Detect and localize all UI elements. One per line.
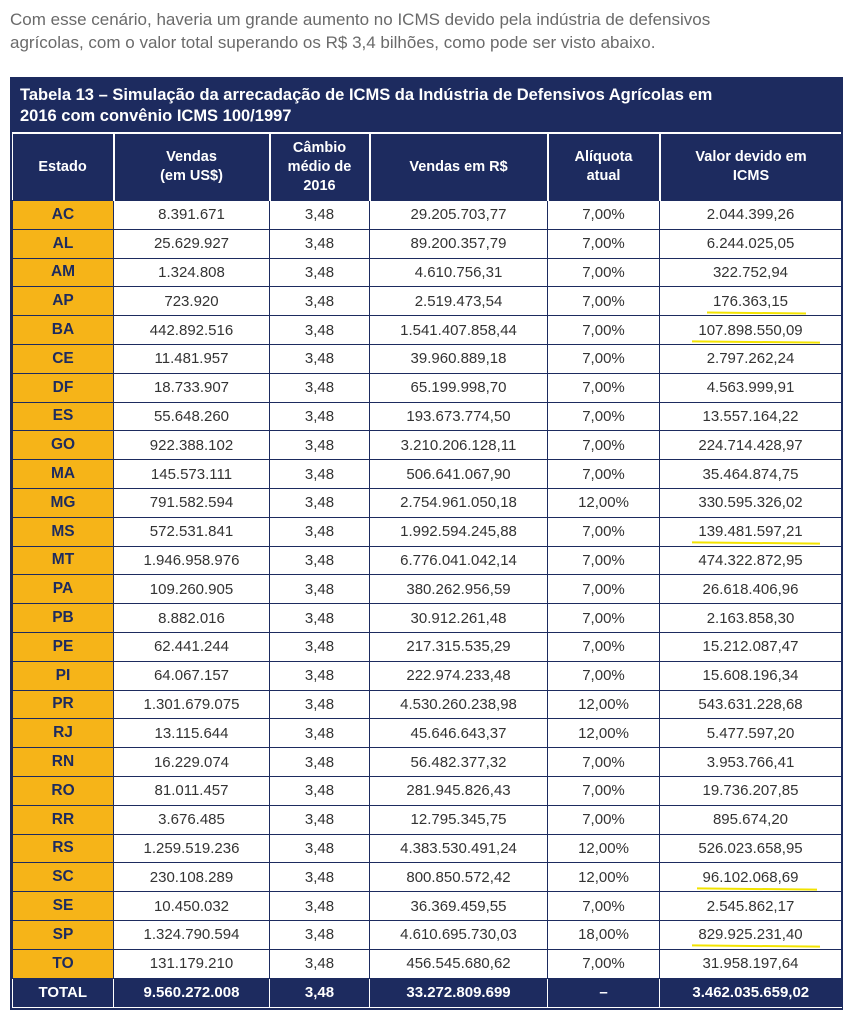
- cell-cambio: 3,48: [270, 805, 370, 834]
- table-row: [13, 344, 842, 373]
- cell-valor-icms: 3.953.766,41: [660, 748, 842, 777]
- cell-cambio: 3,48: [270, 719, 370, 748]
- table-row: [13, 834, 842, 863]
- cell-vendas-usd: 81.011.457: [114, 776, 270, 805]
- cell-estado: MT: [13, 546, 114, 575]
- cell-aliquota: 7,00%: [548, 316, 660, 345]
- table-row: [13, 431, 842, 460]
- cell-cambio: 3,48: [270, 776, 370, 805]
- cell-vendas-brl: 65.199.998,70: [370, 373, 548, 402]
- cell-estado: BA: [13, 316, 114, 345]
- cell-aliquota: 12,00%: [548, 863, 660, 892]
- cell-vendas-brl: 30.912.261,48: [370, 604, 548, 633]
- cell-vendas-brl: 217.315.535,29: [370, 632, 548, 661]
- cell-vendas-usd: 55.648.260: [114, 402, 270, 431]
- cell-valor-icms: 31.958.197,64: [660, 949, 842, 978]
- cell-aliquota: 7,00%: [548, 776, 660, 805]
- cell-vendas-brl: 380.262.956,59: [370, 575, 548, 604]
- cell-valor-icms: 15.212.087,47: [660, 632, 842, 661]
- cell-cambio: 3,48: [270, 229, 370, 258]
- table-row: [13, 546, 842, 575]
- cell-valor-icms: [660, 316, 842, 345]
- highlighted-value: 96.102.068,69: [702, 868, 799, 886]
- cell-aliquota: 7,00%: [548, 546, 660, 575]
- cell-vendas-brl: 1.992.594.245,88: [370, 517, 548, 546]
- cell-vendas-usd: 62.441.244: [114, 632, 270, 661]
- table-row: [13, 920, 842, 949]
- cell-cambio: 3,48: [270, 287, 370, 316]
- cell-aliquota: 7,00%: [548, 229, 660, 258]
- cell-cambio: 3,48: [270, 316, 370, 345]
- caption-line-1: Tabela 13 – Simulação da arrecadação de ICMS da Indústria de Defensivos Agrícolas em: [20, 86, 713, 104]
- cell-estado: RR: [13, 805, 114, 834]
- total-valor-icms: 3.462.035.659,02: [660, 978, 842, 1007]
- cell-vendas-usd: 13.115.644: [114, 719, 270, 748]
- cell-valor-icms: 13.557.164,22: [660, 402, 842, 431]
- table-caption: [12, 79, 841, 134]
- cell-vendas-usd: 11.481.957: [114, 344, 270, 373]
- table-row: [13, 604, 842, 633]
- cell-estado: PA: [13, 575, 114, 604]
- icms-table: [12, 134, 842, 1008]
- table-row: [13, 201, 842, 230]
- table-row: [13, 863, 842, 892]
- cell-estado: SP: [13, 920, 114, 949]
- table-row: [13, 661, 842, 690]
- cell-valor-icms: 2.797.262,24: [660, 344, 842, 373]
- cell-valor-icms: [660, 920, 842, 949]
- highlighted-value: 176.363,15: [712, 292, 789, 310]
- cell-vendas-brl: 800.850.572,42: [370, 863, 548, 892]
- cell-vendas-brl: 4.610.756,31: [370, 258, 548, 287]
- cell-estado: ES: [13, 402, 114, 431]
- cell-vendas-usd: 3.676.485: [114, 805, 270, 834]
- cell-cambio: 3,48: [270, 258, 370, 287]
- cell-aliquota: 7,00%: [548, 258, 660, 287]
- header-valor-icms: Valor devido em ICMS: [660, 134, 842, 201]
- cell-valor-icms: 35.464.874,75: [660, 460, 842, 489]
- cell-valor-icms: 895.674,20: [660, 805, 842, 834]
- table-row: [13, 402, 842, 431]
- cell-vendas-brl: 3.210.206.128,11: [370, 431, 548, 460]
- cell-aliquota: 12,00%: [548, 834, 660, 863]
- cell-estado: PR: [13, 690, 114, 719]
- cell-cambio: 3,48: [270, 748, 370, 777]
- total-cambio: 3,48: [270, 978, 370, 1007]
- table-body: [13, 201, 842, 979]
- cell-vendas-usd: 25.629.927: [114, 229, 270, 258]
- cell-vendas-brl: 222.974.233,48: [370, 661, 548, 690]
- highlighted-value: 829.925.231,40: [698, 926, 803, 944]
- cell-vendas-brl: 2.754.961.050,18: [370, 488, 548, 517]
- cell-aliquota: 12,00%: [548, 719, 660, 748]
- table-row: [13, 892, 842, 921]
- cell-valor-icms: [660, 863, 842, 892]
- cell-estado: AL: [13, 229, 114, 258]
- cell-aliquota: 12,00%: [548, 690, 660, 719]
- cell-vendas-brl: 4.530.260.238,98: [370, 690, 548, 719]
- cell-aliquota: 7,00%: [548, 517, 660, 546]
- cell-vendas-usd: 1.324.808: [114, 258, 270, 287]
- cell-aliquota: 7,00%: [548, 661, 660, 690]
- cell-cambio: 3,48: [270, 460, 370, 489]
- cell-estado: MS: [13, 517, 114, 546]
- cell-vendas-brl: 12.795.345,75: [370, 805, 548, 834]
- cell-aliquota: 7,00%: [548, 805, 660, 834]
- cell-vendas-brl: 39.960.889,18: [370, 344, 548, 373]
- cell-cambio: 3,48: [270, 344, 370, 373]
- highlighted-value: 139.481.597,21: [698, 523, 803, 541]
- cell-cambio: 3,48: [270, 575, 370, 604]
- cell-vendas-usd: 18.733.907: [114, 373, 270, 402]
- table-row: [13, 460, 842, 489]
- cell-cambio: 3,48: [270, 201, 370, 230]
- table-row: [13, 805, 842, 834]
- cell-estado: PE: [13, 632, 114, 661]
- header-aliquota: Alíquota atual: [548, 134, 660, 201]
- cell-estado: RN: [13, 748, 114, 777]
- table-header-row: [13, 134, 842, 201]
- cell-vendas-usd: 442.892.516: [114, 316, 270, 345]
- cell-vendas-brl: 29.205.703,77: [370, 201, 548, 230]
- table-row: [13, 258, 842, 287]
- cell-vendas-usd: 572.531.841: [114, 517, 270, 546]
- cell-vendas-brl: 6.776.041.042,14: [370, 546, 548, 575]
- table-row: [13, 748, 842, 777]
- table-row: [13, 229, 842, 258]
- table-row: [13, 316, 842, 345]
- cell-aliquota: 7,00%: [548, 748, 660, 777]
- header-cambio: Câmbio médio de 2016: [270, 134, 370, 201]
- cell-vendas-brl: 1.541.407.858,44: [370, 316, 548, 345]
- highlighted-value: 107.898.550,09: [698, 321, 803, 339]
- cell-vendas-usd: 145.573.111: [114, 460, 270, 489]
- table-row: [13, 287, 842, 316]
- cell-valor-icms: 2.163.858,30: [660, 604, 842, 633]
- header-vendas-brl: Vendas em R$: [370, 134, 548, 201]
- total-vendas-brl: 33.272.809.699: [370, 978, 548, 1007]
- cell-valor-icms: 19.736.207,85: [660, 776, 842, 805]
- total-label: TOTAL: [13, 978, 114, 1007]
- table-row: [13, 517, 842, 546]
- cell-vendas-brl: 4.610.695.730,03: [370, 920, 548, 949]
- cell-vendas-usd: 723.920: [114, 287, 270, 316]
- cell-vendas-usd: 791.582.594: [114, 488, 270, 517]
- cell-valor-icms: [660, 517, 842, 546]
- cell-vendas-usd: 1.301.679.075: [114, 690, 270, 719]
- cell-cambio: 3,48: [270, 949, 370, 978]
- icms-table-container: [10, 77, 843, 1010]
- cell-cambio: 3,48: [270, 604, 370, 633]
- cell-estado: RS: [13, 834, 114, 863]
- cell-vendas-brl: 45.646.643,37: [370, 719, 548, 748]
- cell-estado: PI: [13, 661, 114, 690]
- cell-valor-icms: 2.044.399,26: [660, 201, 842, 230]
- cell-valor-icms: 474.322.872,95: [660, 546, 842, 575]
- cell-vendas-usd: 131.179.210: [114, 949, 270, 978]
- cell-aliquota: 7,00%: [548, 604, 660, 633]
- cell-vendas-brl: 506.641.067,90: [370, 460, 548, 489]
- cell-estado: MG: [13, 488, 114, 517]
- cell-valor-icms: 15.608.196,34: [660, 661, 842, 690]
- cell-aliquota: 18,00%: [548, 920, 660, 949]
- cell-estado: SE: [13, 892, 114, 921]
- header-estado: Estado: [13, 134, 114, 201]
- cell-vendas-brl: 456.545.680,62: [370, 949, 548, 978]
- cell-aliquota: 7,00%: [548, 402, 660, 431]
- cell-vendas-usd: 16.229.074: [114, 748, 270, 777]
- cell-vendas-usd: 922.388.102: [114, 431, 270, 460]
- cell-valor-icms: 330.595.326,02: [660, 488, 842, 517]
- cell-estado: CE: [13, 344, 114, 373]
- cell-vendas-usd: 1.324.790.594: [114, 920, 270, 949]
- cell-vendas-usd: 10.450.032: [114, 892, 270, 921]
- cell-aliquota: 12,00%: [548, 488, 660, 517]
- table-row: [13, 488, 842, 517]
- cell-vendas-usd: 64.067.157: [114, 661, 270, 690]
- cell-estado: TO: [13, 949, 114, 978]
- intro-line-1: Com esse cenário, haveria um grande aumento no ICMS devido pela indústria de defensivos: [10, 10, 711, 29]
- table-row: [13, 776, 842, 805]
- cell-aliquota: 7,00%: [548, 344, 660, 373]
- cell-valor-icms: 4.563.999,91: [660, 373, 842, 402]
- cell-vendas-usd: 109.260.905: [114, 575, 270, 604]
- table-row: [13, 719, 842, 748]
- cell-estado: DF: [13, 373, 114, 402]
- cell-vendas-brl: 36.369.459,55: [370, 892, 548, 921]
- cell-estado: AP: [13, 287, 114, 316]
- cell-vendas-brl: 89.200.357,79: [370, 229, 548, 258]
- cell-aliquota: 7,00%: [548, 949, 660, 978]
- table-row: [13, 690, 842, 719]
- cell-estado: AC: [13, 201, 114, 230]
- header-vendas-usd: Vendas (em US$): [114, 134, 270, 201]
- total-aliquota: –: [548, 978, 660, 1007]
- cell-cambio: 3,48: [270, 431, 370, 460]
- cell-cambio: 3,48: [270, 517, 370, 546]
- cell-valor-icms: 26.618.406,96: [660, 575, 842, 604]
- cell-estado: SC: [13, 863, 114, 892]
- table-row: [13, 575, 842, 604]
- cell-cambio: 3,48: [270, 546, 370, 575]
- cell-vendas-usd: 230.108.289: [114, 863, 270, 892]
- cell-valor-icms: 6.244.025,05: [660, 229, 842, 258]
- caption-line-2: 2016 com convênio ICMS 100/1997: [20, 107, 292, 125]
- cell-cambio: 3,48: [270, 488, 370, 517]
- cell-aliquota: 7,00%: [548, 575, 660, 604]
- cell-aliquota: 7,00%: [548, 460, 660, 489]
- cell-aliquota: 7,00%: [548, 431, 660, 460]
- cell-cambio: 3,48: [270, 373, 370, 402]
- cell-vendas-brl: 193.673.774,50: [370, 402, 548, 431]
- cell-valor-icms: 5.477.597,20: [660, 719, 842, 748]
- cell-aliquota: 7,00%: [548, 287, 660, 316]
- intro-line-2: agrícolas, com o valor total superando os R$ 3,4 bilhões, como pode ser visto abaixo.: [10, 33, 656, 52]
- cell-aliquota: 7,00%: [548, 201, 660, 230]
- cell-vendas-brl: 281.945.826,43: [370, 776, 548, 805]
- cell-aliquota: 7,00%: [548, 892, 660, 921]
- cell-cambio: 3,48: [270, 834, 370, 863]
- cell-valor-icms: 543.631.228,68: [660, 690, 842, 719]
- cell-estado: PB: [13, 604, 114, 633]
- cell-vendas-brl: 4.383.530.491,24: [370, 834, 548, 863]
- table-total-row: [13, 978, 842, 1007]
- cell-aliquota: 7,00%: [548, 632, 660, 661]
- cell-vendas-brl: 2.519.473,54: [370, 287, 548, 316]
- cell-cambio: 3,48: [270, 632, 370, 661]
- cell-vendas-usd: 1.946.958.976: [114, 546, 270, 575]
- cell-valor-icms: 2.545.862,17: [660, 892, 842, 921]
- cell-aliquota: 7,00%: [548, 373, 660, 402]
- cell-valor-icms: 224.714.428,97: [660, 431, 842, 460]
- cell-estado: RJ: [13, 719, 114, 748]
- cell-estado: RO: [13, 776, 114, 805]
- cell-cambio: 3,48: [270, 892, 370, 921]
- cell-cambio: 3,48: [270, 402, 370, 431]
- table-row: [13, 373, 842, 402]
- cell-estado: GO: [13, 431, 114, 460]
- table-row: [13, 632, 842, 661]
- cell-valor-icms: 526.023.658,95: [660, 834, 842, 863]
- cell-valor-icms: [660, 287, 842, 316]
- cell-cambio: 3,48: [270, 920, 370, 949]
- cell-cambio: 3,48: [270, 863, 370, 892]
- cell-estado: MA: [13, 460, 114, 489]
- table-row: [13, 949, 842, 978]
- cell-estado: AM: [13, 258, 114, 287]
- cell-vendas-brl: 56.482.377,32: [370, 748, 548, 777]
- cell-cambio: 3,48: [270, 690, 370, 719]
- cell-vendas-usd: 8.882.016: [114, 604, 270, 633]
- intro-paragraph: [10, 8, 840, 54]
- cell-vendas-usd: 1.259.519.236: [114, 834, 270, 863]
- cell-vendas-usd: 8.391.671: [114, 201, 270, 230]
- cell-valor-icms: 322.752,94: [660, 258, 842, 287]
- total-vendas-usd: 9.560.272.008: [114, 978, 270, 1007]
- cell-cambio: 3,48: [270, 661, 370, 690]
